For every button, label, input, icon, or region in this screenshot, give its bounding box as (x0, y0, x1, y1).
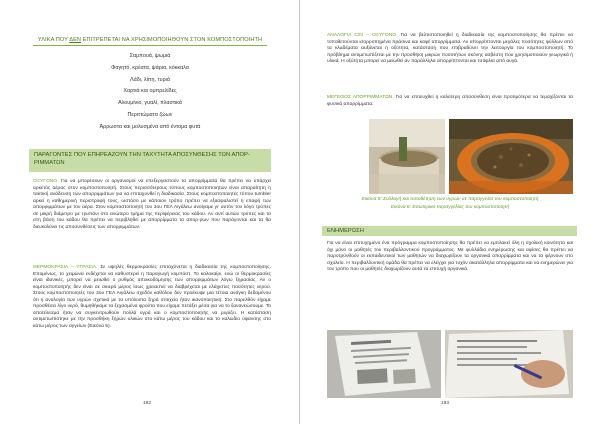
analogy-label: ΑΝΑΛΟΓΙΑ C/N – ΟΞΥΓΟΝΟ. (327, 33, 398, 38)
list-item: Φαγητό, κρέατα, ψάρια, κόκκαλα (111, 64, 189, 71)
enimerosi-paragraph: Για να είναι επιτυχημένο ένα πρόγραμμα κομποστοποίησης θα πρέπει να εμπλακεί όλη η σχολική κοινότητα και όχι μόνο οι μαθητές του περιβαλλοντικού προγράμματος. Με φυλλάδια ενημέρωσης και αφίσες θα πρέπει να παροτρύνθούν οι εκπαιδευτικοί των μαθητών να διαχωρίζουν τα οργανικά απορρίμματα και να τα φέρνουν στο σχολείο. Η περιβαλλοντική ομάδα θα πρέπει να ελέγχει για τυχόν ακατάλληλα απορρίμματα και να ενημερώνει για τον τρόπο που οι μαθητές διαχωρίζουν αυτά τα επιτυχή οργανικά. (327, 241, 573, 273)
right-page (300, 0, 600, 424)
analogy-paragraph (327, 33, 573, 66)
enimerosi-heading: ΕΝΗΜΕΡΩΣΗ (327, 228, 364, 234)
factors-heading: ΠΑΡΑΓΟΝΤΕΣ ΠΟΥ ΕΠΗΡΕΑΖΟΥΝ ΤΗΝ ΤΑΧΥΤΗΤΑ ΑΠΟΣΥΝΘΕΣΗΣ ΤΩΝ ΑΠΟΡ-ΡΙΜΜΑΤΩΝ (34, 152, 250, 166)
size-label: ΜΕΓΕΘΟΣ ΑΠΟΡΡΙΜΜΑΤΩΝ. (327, 95, 394, 100)
prohibited-title-underlined: ΔΕΝ (69, 37, 82, 43)
list-item: Σαμπουά, ψωμιά (129, 53, 171, 59)
size-paragraph (327, 95, 573, 108)
temperature-paragraph (33, 265, 271, 330)
temperature-text: Σε υψηλές θερμοκρασίες επιταχύνεται η διαδικασία της κομποστοποίησης. Επομένως, το χειμώνα ενδέχεται να καθυστερεί η παραγωγή κομπόστ. Το καλοκαίρι, ενώ οι θερμοκρασίες είναι ιδανικές, μπορεί να μειωθεί ο ρυθμός αποικοδόμησης των απορριμμάτων λόγω ξηρασίας. Αν ο κομποστοποιητής δεν είναι σε σκιερό μέρος ίσως χρειαστεί να διαβρέχεται με ελάχιστες ποσότητες νερού. Στους κομποστοποιητές του 3ου ΓΕΛ Αιγάλεω σχεδόν καθόλου δεν προέκυψε μια τέτοια ανάγκη δεδομένου ότι η αναλογία των υγρών σχετικά με τα υπόλοιπα ξηρά στοιχεία ήταν ικανοποιητική. Στο παρελθόν είχαμε προσθέσει λίγο νερό, θυμηθήκαμε τα ξεχασμένα φρούτα που είχαμε πετάξει μέσα για να το ξανανεώσουμε. Το αποτέλεσμα ήταν να συγκεντρωθούν πολλά υγρά και ο κομποστοποιητής να μυρίζει. Η κατάσταση αντιμετωπίστηκε με την προσθήκη ξηρών υλικών στο κάτω μέρος του κάδου και το καλώδιο ύφανσης στο κάτω μέρος των αγγείων (Εικόνα 5). (33, 265, 271, 329)
temperature-label: ΘΕΡΜΟΚΡΑΣΙΑ – ΥΓΡΑΣΙΑ. (33, 265, 98, 270)
compost-interior-illustration (449, 119, 573, 194)
photo-caption-6: Εικόνα 6: Εσωτερικό παραγγελίας του κομποστοποιητή (390, 205, 510, 210)
list-item: Αλουμίνιο, γυαλί, πλαστικά (118, 100, 182, 107)
list-item: Λάδι, λίπη, τυριά (130, 76, 170, 83)
analogy-text: Για να βελτιστοποιηθεί η διαδικασία της κομποστοποίησης θα πρέπει να τοποθετούνται ισορροπημένα πράσινα και καφέ απορρίμματα. Αν απορρίπτονται μεγάλες ποσότητες φύλλων από τα κλαδέματα αυξάνεται η οξύτητα, κατάσταση που επιβραδύνει την λειτουργία του κομποστοποιητή. Το πρόβλημα αντιμετωπίζεται με την προσθήκη μικρών ποσοτήτων σκόνης ασβέστη που χρησιμοποιούν γεωργικά ή υλικά. Η οξύτητα μπορεί να μειωθεί αν παράλληλα απορρίπτονται και τσόφλια από αυγά. (327, 33, 573, 65)
photo-caption-5: Εικόνα 5: Συλλογή και τοποθέτηση των υγρών σε παραγγελία του κομποστοποιητή (361, 197, 539, 202)
writing-illustration (445, 330, 573, 398)
title-underline (33, 45, 267, 46)
prohibited-title-pre: ΥΛΙΚΑ ΠΟΥ (37, 37, 70, 43)
size-text: Για να επιτευχθεί η καλύτερη αποσύνθεση είναι προτιμότερα να τεμαχίζονται τα φυσικά απορρίμματα. (327, 95, 574, 107)
list-item: Άρρωστα και μολυσμένα από έντομα φυτά (99, 123, 201, 130)
page-number-left: 182 (143, 401, 152, 406)
prohibited-materials-list (33, 51, 267, 134)
oxygen-paragraph (33, 179, 271, 231)
photo-compost-interior (449, 119, 573, 194)
list-item: Χαρτιά και ομπρελίδες (123, 88, 177, 95)
oxygen-text: Για να μπορέσουν οι οργανισμοί να επεξεργαστούν τα απορρίμματα θα πρέπει να υπάρχει αρκετός αέρας στον κομποστοποιητή. Στους περισσότερους τύπους κομποστοποιητών είναι απαραίτητη η τακτική ανάδευση των απορριμμάτων για να επιταχυνθεί η διαδικασία. Στους κομποστοποιητές τύπου tumbler αρκεί η καθημερινή περιστροφή τους, ωστόσο με κάποιον τρόπο πρέπει να εξασφαλιστεί η επαφή των απορριμμάτων με τον αέρα. Στον κομποστοποιητή του 3ου ΓΕΛ Αιγάλεω ανοίγαμε γι' αυτόν τον λόγο τρύπες σε μικρή διάμετρο με τρυπάνι στο ανώτερο τμήμα της περιφέρειας του κάδου. Αν αντί αυτών τρύπες και τα στη βάση του κάδου θα πρέπει να περιβληθεί με απορρίμματα τα απορ-ρων που παράγονται και τα θα διευκολύνει τις αποσυνθέσεις των απορριμμάτων. (33, 179, 271, 230)
leaflets-illustration (327, 330, 441, 398)
prohibited-title-post: ΕΠΙΤΡΕΠΕΤΑΙ ΝΑ ΧΡΗΣΙΜΟΠΟΙΗΘΟΥΝ ΣΤΟΝ ΚΟΜΠΟΣΤΟΠΟΙΗΤΗ (81, 37, 263, 43)
list-item: Περιττώματα ζώων (127, 111, 173, 118)
prohibited-materials-title (33, 37, 267, 43)
page-number-right: 183 (441, 401, 450, 406)
oxygen-label: ΟΞΥΓΟΝΟ. (33, 179, 59, 184)
photo-writing (445, 330, 573, 398)
photo-leaflets (327, 330, 441, 398)
photo-compost-bucket (369, 119, 445, 194)
compost-bucket-illustration (369, 119, 445, 194)
